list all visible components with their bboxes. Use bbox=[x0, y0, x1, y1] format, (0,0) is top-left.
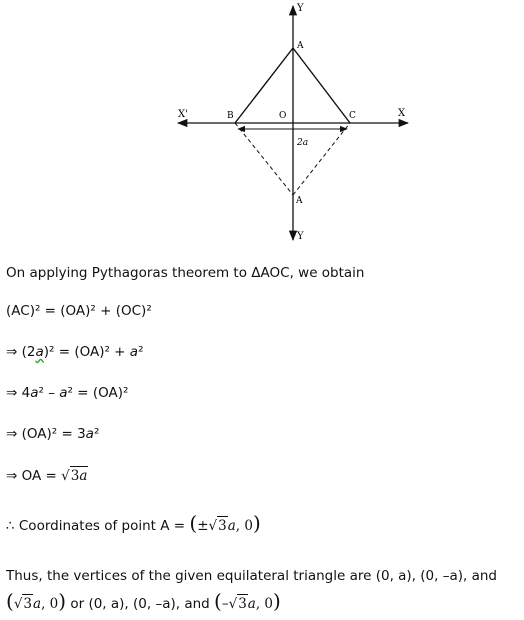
line6-pre: ⇒ OA = bbox=[6, 468, 62, 484]
line9-mid: or (0, a), (0, –a), and bbox=[66, 596, 215, 612]
label-point-A-top: A bbox=[297, 41, 304, 51]
text-line-9: (√3a, 0) or (0, a), (0, –a), and (–√3a, 0) bbox=[6, 589, 281, 613]
line3-a2: a bbox=[129, 344, 139, 360]
line9-zero1: , 0 bbox=[41, 596, 59, 612]
coordinate-diagram bbox=[0, 0, 524, 250]
line9-minus: – bbox=[221, 596, 229, 612]
line3-pre: ⇒ (2 bbox=[6, 344, 36, 360]
line3-a: a bbox=[35, 344, 44, 360]
text-line-7: ∴ Coordinates of point A = (±√3a, 0) bbox=[6, 511, 261, 535]
label-point-A-bottom: A bbox=[296, 196, 303, 206]
line4-a2: a bbox=[59, 385, 68, 401]
label-point-C: C bbox=[349, 111, 356, 121]
label-2a: 2a bbox=[297, 138, 309, 148]
line6-num: 3 bbox=[70, 468, 80, 484]
label-point-B: B bbox=[227, 111, 234, 121]
line6-a: a bbox=[79, 468, 88, 484]
line7-post: , 0 bbox=[235, 518, 253, 534]
line5-sq: ² bbox=[93, 426, 100, 442]
text-line-6: ⇒ OA = √3a bbox=[6, 468, 88, 484]
text-line-1: On applying Pythagoras theorem to ΔAOC, we obtain bbox=[6, 265, 365, 281]
line4-mid: ² – bbox=[38, 385, 60, 401]
line4-pre: ⇒ 4 bbox=[6, 385, 31, 401]
label-x-left: X' bbox=[178, 109, 188, 120]
line5-a: a bbox=[85, 426, 94, 442]
line7-pm: ± bbox=[197, 518, 209, 534]
line3-mid: )² = (OA)² + bbox=[43, 344, 130, 360]
text-line-3 bbox=[6, 343, 144, 361]
text-line-5 bbox=[6, 425, 99, 443]
line9-a1: a bbox=[33, 596, 42, 612]
line4-post: ² = (OA)² bbox=[67, 385, 129, 401]
line9-num2: 3 bbox=[238, 596, 247, 612]
line9-zero2: , 0 bbox=[255, 596, 274, 612]
label-y-bottom: Y bbox=[297, 231, 304, 242]
text-line-2: (AC)² = (OA)² + (OC)² bbox=[6, 303, 152, 319]
line9-a2: a bbox=[247, 596, 256, 612]
label-x-right: X bbox=[398, 108, 406, 119]
line7-a: a bbox=[227, 518, 236, 534]
line9-num1: 3 bbox=[23, 596, 33, 612]
line3-sq: ² bbox=[138, 344, 144, 360]
label-y-top: Y bbox=[297, 3, 304, 14]
dashed-side-BA bbox=[235, 123, 293, 195]
line5-pre: ⇒ (OA)² = 3 bbox=[6, 426, 86, 442]
line7-num: 3 bbox=[218, 518, 227, 534]
text-line-4 bbox=[6, 384, 128, 402]
side-AC bbox=[293, 48, 350, 123]
line4-a: a bbox=[30, 385, 39, 401]
line7-pre: ∴ Coordinates of point A = bbox=[6, 518, 190, 534]
dashed-side-AC bbox=[293, 123, 350, 195]
text-line-8: Thus, the vertices of the given equilateral triangle are (0, a), (0, –a), and bbox=[6, 568, 497, 584]
label-point-O: O bbox=[279, 111, 287, 121]
